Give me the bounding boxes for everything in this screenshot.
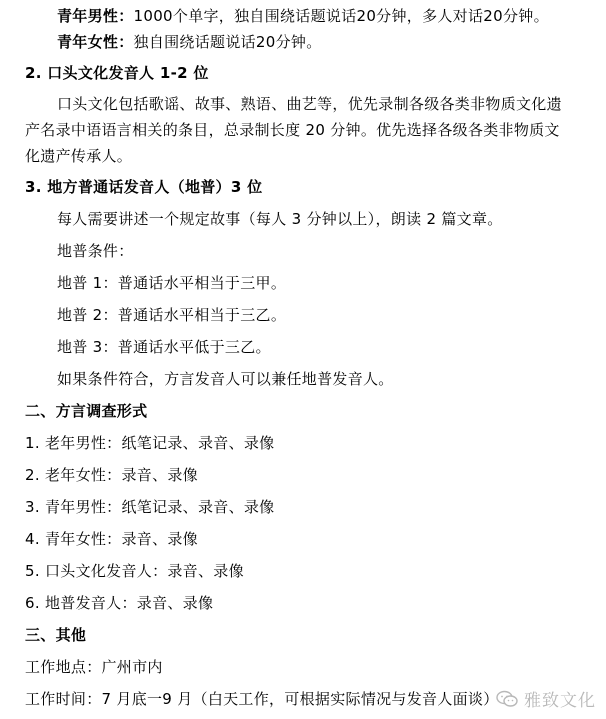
local-mandarin-note: 如果条件符合，方言发音人可以兼任地普发音人。 <box>57 370 394 388</box>
local-mandarin-requirement: 每人需要讲述一个规定故事（每人 3 分钟以上），朗读 2 篇文章。 <box>57 210 503 228</box>
section-local-mandarin-heading: 3. 地方普通话发音人（地普）3 位 <box>25 178 263 196</box>
oral-culture-paragraph-line-2: 产名录中语语言相关的条目，总录制长度 20 分钟。优先选择各级各类非物质文 <box>25 121 560 139</box>
youth-male-text: 1000个单字，独自围绕话题说话20分钟，多人对话20分钟。 <box>133 7 549 25</box>
survey-form-item-4: 4. 青年女性：录音、录像 <box>25 530 198 548</box>
section-other-heading: 三、其他 <box>25 626 87 644</box>
local-mandarin-condition-1: 地普 1：普通话水平相当于三甲。 <box>57 274 287 292</box>
section-oral-culture-heading: 2. 口头文化发音人 1-2 位 <box>25 64 209 82</box>
youth-female-text: 独自围绕话题说话20分钟。 <box>133 33 322 51</box>
youth-male-line <box>57 6 549 26</box>
oral-culture-paragraph-line-3: 化遗产传承人。 <box>25 147 133 165</box>
work-time-line: 工作时间：7 月底一9 月（白天工作，可根据实际情况与发音人面谈） <box>25 690 499 708</box>
local-mandarin-condition-2: 地普 2：普通话水平相当于三乙。 <box>57 306 287 324</box>
watermark-text: 雅致文化 <box>524 691 596 711</box>
youth-female-label: 青年女性： <box>57 33 134 51</box>
survey-form-item-3: 3. 青年男性：纸笔记录、录音、录像 <box>25 498 275 516</box>
youth-female-line <box>57 32 322 52</box>
local-mandarin-conditions-label: 地普条件： <box>57 242 134 260</box>
local-mandarin-condition-3: 地普 3：普通话水平低于三乙。 <box>57 338 271 356</box>
work-location-line: 工作地点：广州市内 <box>25 658 163 676</box>
section-survey-forms-heading: 二、方言调查形式 <box>25 402 148 420</box>
survey-form-item-1: 1. 老年男性：纸笔记录、录音、录像 <box>25 434 275 452</box>
oral-culture-paragraph-line-1: 口头文化包括歌谣、故事、熟语、曲艺等，优先录制各级各类非物质文化遗 <box>57 95 562 113</box>
survey-form-item-6: 6. 地普发音人：录音、录像 <box>25 594 214 612</box>
survey-form-item-2: 2. 老年女性：录音、录像 <box>25 466 198 484</box>
wechat-icon <box>496 690 518 708</box>
youth-male-label: 青年男性： <box>57 7 134 25</box>
watermark <box>496 686 596 711</box>
survey-form-item-5: 5. 口头文化发音人：录音、录像 <box>25 562 244 580</box>
